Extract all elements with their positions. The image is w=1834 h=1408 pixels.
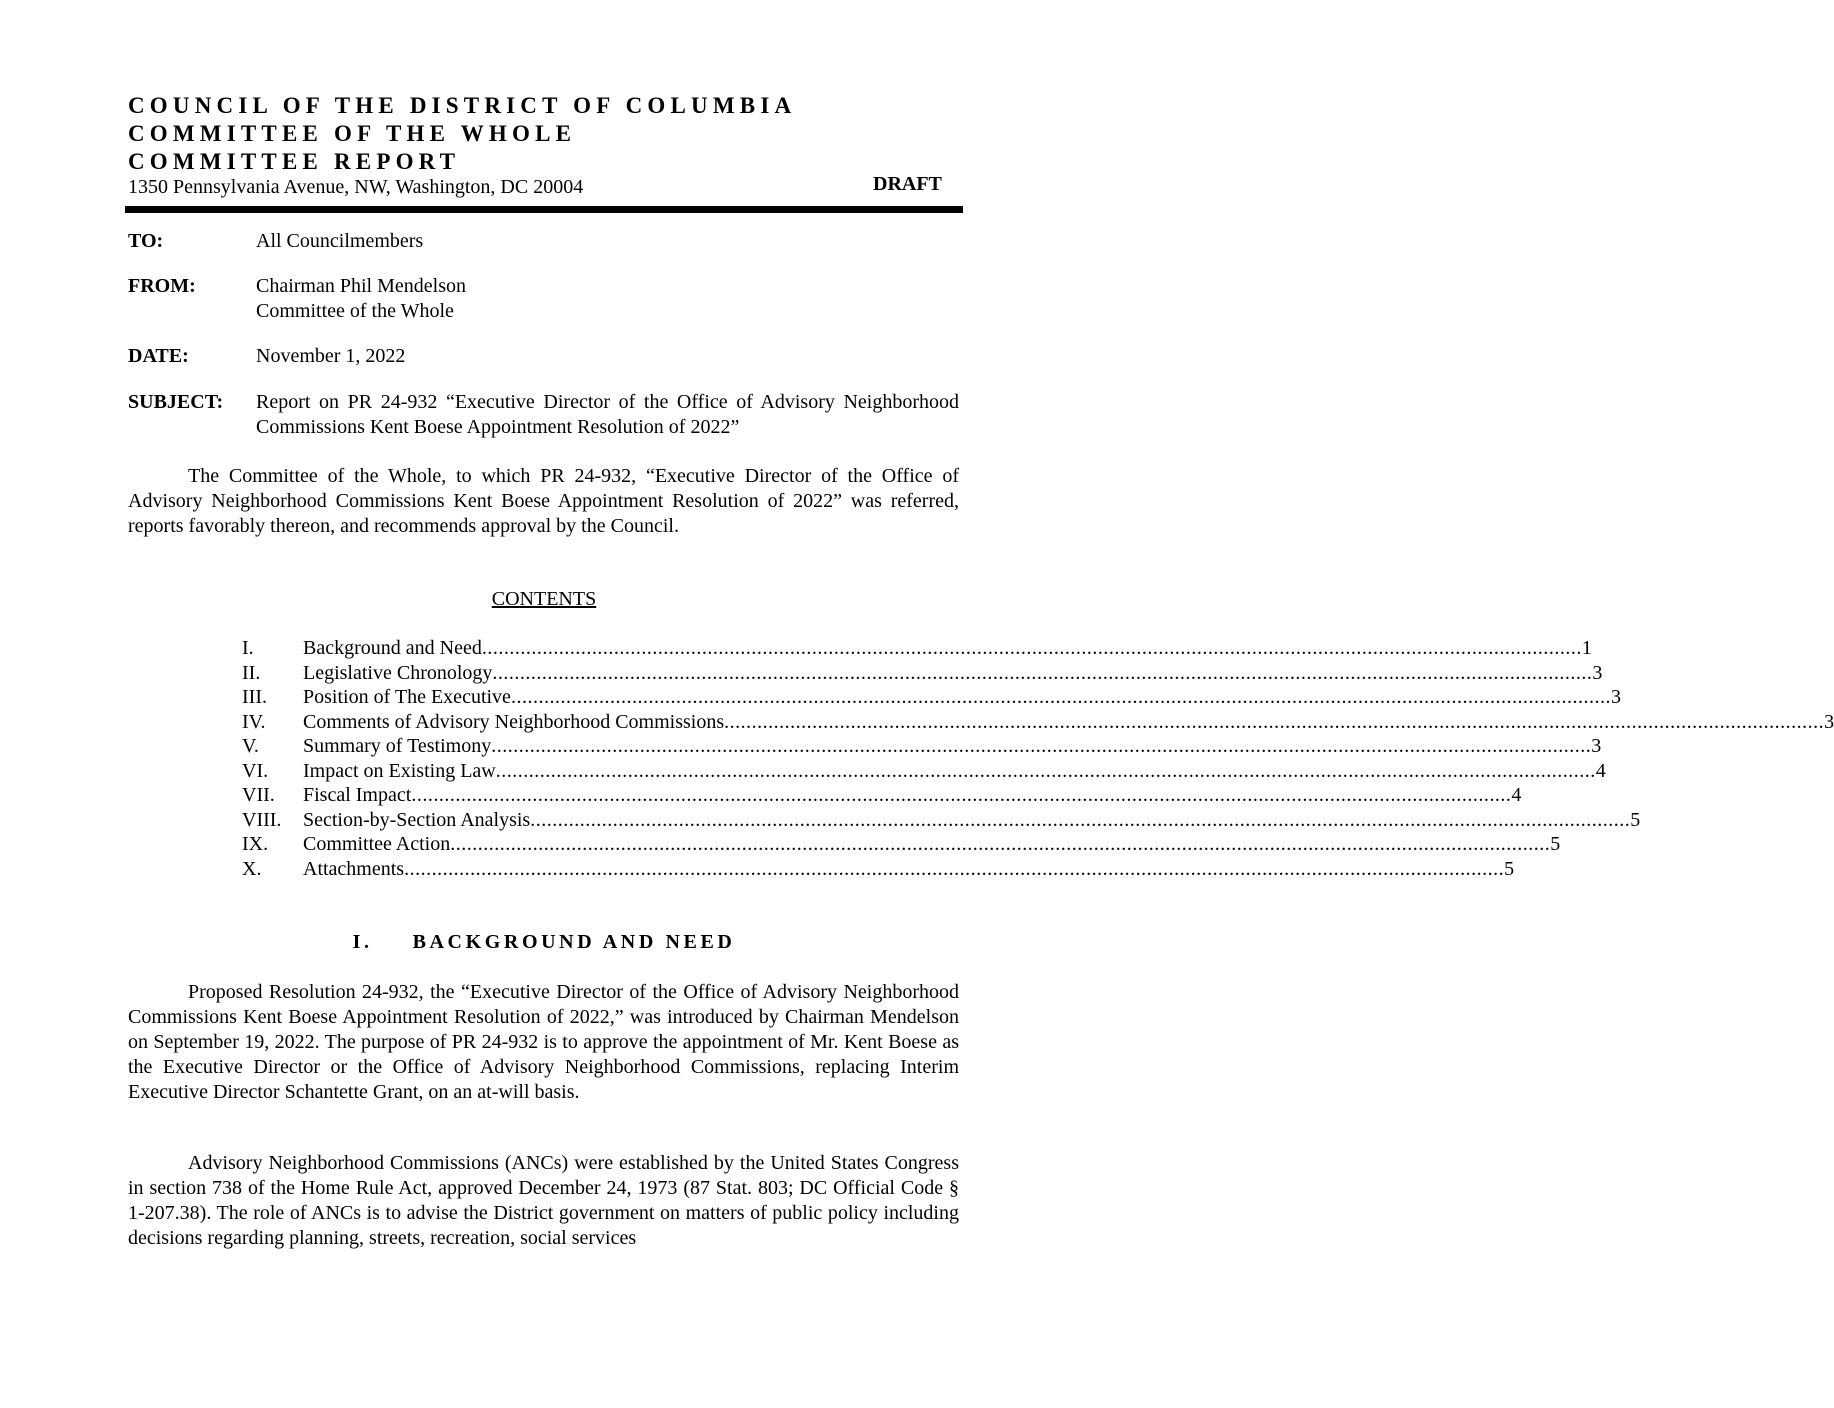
toc-item bbox=[242, 636, 1592, 661]
toc-item-entry bbox=[303, 759, 1606, 783]
toc-item-number: IV. bbox=[242, 710, 266, 733]
memo-date-value: November 1, 2022 bbox=[256, 345, 406, 367]
header-council-name: COUNCIL OF THE DISTRICT OF COLUMBIA bbox=[128, 93, 797, 118]
toc-item-label: Position of The Executive bbox=[303, 686, 511, 708]
toc-item-entry bbox=[303, 857, 1515, 881]
toc-dot-leader: ........................................................................................................................................................................................................ bbox=[510, 686, 1611, 708]
toc-dot-leader: ........................................................................................................................................................................................................ bbox=[492, 661, 1593, 684]
toc-dot-leader: ........................................................................................................................................................................................................ bbox=[404, 857, 1505, 880]
toc-item-page: 5 bbox=[1550, 833, 1561, 855]
toc-item-label: Impact on Existing Law bbox=[303, 759, 496, 782]
toc-item-page: 5 bbox=[1504, 857, 1515, 880]
memo-to-label: TO: bbox=[128, 230, 164, 252]
toc-item-label: Comments of Advisory Neighborhood Commissions bbox=[303, 710, 725, 733]
toc-dot-leader: ........................................................................................................................................................................................................ bbox=[530, 808, 1631, 831]
memo-subject-value: Report on PR 24-932 “Executive Director of the Office of Advisory Neighborhood Commissions Kent Boese Appointment Resolution of 2022” bbox=[256, 391, 959, 438]
toc-item-page: 3 bbox=[1592, 661, 1603, 684]
header-divider bbox=[125, 206, 963, 213]
toc-item bbox=[242, 685, 1621, 710]
toc-item-label: Background and Need bbox=[303, 637, 482, 659]
toc-item-entry bbox=[303, 636, 1592, 660]
toc-item bbox=[242, 661, 1603, 686]
table-of-contents bbox=[242, 636, 1834, 881]
toc-dot-leader: ........................................................................................................................................................................................................ bbox=[495, 759, 1596, 782]
toc-item bbox=[242, 857, 1515, 882]
toc-dot-leader: ........................................................................................................................................................................................................ bbox=[450, 833, 1551, 855]
toc-dot-leader: ........................................................................................................................................................................................................ bbox=[411, 784, 1512, 806]
toc-item-number: VIII. bbox=[242, 808, 282, 831]
toc-item-page: 4 bbox=[1595, 759, 1606, 782]
section-title: BACKGROUND AND NEED bbox=[412, 931, 736, 953]
toc-item bbox=[242, 783, 1522, 808]
header-address: 1350 Pennsylvania Avenue, NW, Washington, DC 20004 bbox=[128, 176, 584, 198]
toc-item-page: 3 bbox=[1591, 735, 1602, 757]
toc-item-page: 3 bbox=[1610, 686, 1621, 708]
toc-item-number: IX. bbox=[242, 833, 269, 855]
toc-item-entry bbox=[303, 808, 1641, 832]
toc-item-number: I. bbox=[242, 637, 254, 659]
toc-item-entry bbox=[303, 832, 1561, 856]
toc-item-label: Fiscal Impact bbox=[303, 784, 412, 806]
background-paragraph-1: Proposed Resolution 24-932, the “Executive Director of the Office of Advisory Neighborhood Commissions Kent Boese Appointment Resolution of 2022,” was introduced by Chairman Mendelson on September 19, 2022. The purpose of PR 24-932 is to approve the appointment of Mr. Kent Boese as the Executive Director or the Office of Advisory Neighborhood Commissions, replacing Interim Executive Director Schantette Grant, on an at-will basis. bbox=[128, 981, 959, 1103]
toc-item-label: Section-by-Section Analysis bbox=[303, 808, 531, 831]
memo-to-value: All Councilmembers bbox=[256, 230, 424, 252]
toc-item-entry bbox=[303, 661, 1603, 685]
toc-item-page: 1 bbox=[1581, 637, 1592, 659]
memo-subject-label: SUBJECT: bbox=[128, 391, 224, 413]
toc-item-number: VI. bbox=[242, 759, 269, 782]
toc-item bbox=[242, 759, 1606, 784]
intro-paragraph: The Committee of the Whole, to which PR 24-932, “Executive Director of the Office of Advisory Neighborhood Commissions Kent Boese Appointment Resolution of 2022” was referred, reports favorably thereon, and recommends approval by the Council. bbox=[128, 465, 959, 537]
toc-item-page: 5 bbox=[1630, 808, 1641, 831]
toc-item-number: X. bbox=[242, 857, 262, 880]
toc-item-label: Committee Action bbox=[303, 833, 451, 855]
toc-dot-leader: ........................................................................................................................................................................................................ bbox=[491, 735, 1592, 757]
memo-from-label: FROM: bbox=[128, 275, 196, 297]
toc-item-label: Attachments bbox=[303, 857, 405, 880]
section-number: I. bbox=[352, 931, 373, 953]
contents-title-text: CONTENTS bbox=[491, 588, 597, 610]
memo-from-line1: Chairman Phil Mendelson bbox=[256, 275, 466, 297]
toc-item-number: II. bbox=[242, 661, 261, 684]
memo-date-label: DATE: bbox=[128, 345, 189, 367]
draft-label: DRAFT bbox=[873, 173, 942, 195]
toc-item-entry bbox=[303, 710, 1834, 734]
background-paragraph-2: Advisory Neighborhood Commissions (ANCs) were established by the United States Congress in section 738 of the Home Rule Act, approved December 24, 1973 (87 Stat. 803; DC Official Code § 1-207.38). The role of ANCs is to advise the District government on matters of public policy including decisions regarding planning, streets, recreation, social services bbox=[128, 1152, 959, 1249]
toc-dot-leader: ........................................................................................................................................................................................................ bbox=[724, 710, 1825, 733]
toc-item bbox=[242, 808, 1641, 833]
toc-item-label: Legislative Chronology bbox=[303, 661, 493, 684]
toc-item-entry bbox=[303, 734, 1602, 758]
contents-title bbox=[0, 587, 1088, 612]
toc-item-label: Summary of Testimony bbox=[303, 735, 492, 757]
header-report-type: COMMITTEE REPORT bbox=[128, 149, 461, 174]
memo-from-line2: Committee of the Whole bbox=[256, 300, 454, 322]
toc-item-entry bbox=[303, 783, 1522, 807]
toc-item bbox=[242, 710, 1834, 735]
toc-item bbox=[242, 832, 1561, 857]
toc-item-page: 4 bbox=[1511, 784, 1522, 806]
toc-item-number: III. bbox=[242, 686, 267, 708]
section-heading bbox=[0, 930, 1088, 955]
toc-item bbox=[242, 734, 1602, 759]
toc-item-page: 3 bbox=[1824, 710, 1834, 733]
toc-dot-leader: ........................................................................................................................................................................................................ bbox=[481, 637, 1582, 659]
toc-item-number: V. bbox=[242, 735, 259, 757]
toc-item-number: VII. bbox=[242, 784, 275, 806]
toc-item-entry bbox=[303, 685, 1621, 709]
header-committee-name: COMMITTEE OF THE WHOLE bbox=[128, 121, 577, 146]
